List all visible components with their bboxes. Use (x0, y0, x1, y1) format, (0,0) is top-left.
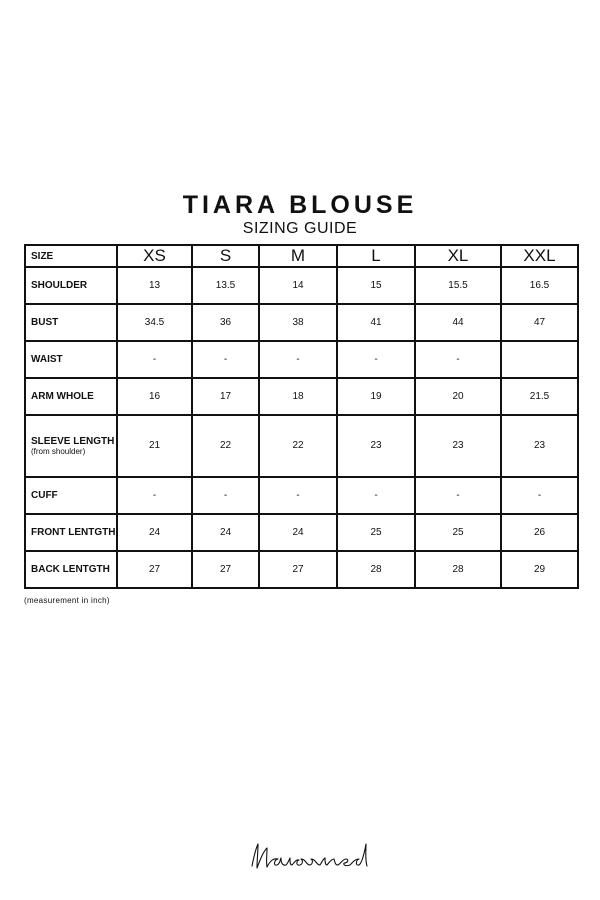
row-label-back-length (25, 551, 117, 588)
size-header-xxl: XXL (501, 245, 578, 267)
table-header-row (25, 245, 578, 267)
row-label-text: BACK LENTGTH (31, 564, 110, 575)
table-cell: 27 (259, 551, 337, 588)
row-label-text: WAIST (31, 353, 63, 365)
table-cell: 24 (192, 514, 259, 551)
table-cell: 27 (117, 551, 192, 588)
row-label-text: FRONT LENTGTH (31, 527, 116, 539)
size-header-s: S (192, 245, 259, 267)
table-row (25, 477, 578, 514)
table-cell: - (337, 477, 415, 514)
row-label-text: CUFF (31, 490, 58, 502)
row-label-front-length (25, 514, 117, 551)
row-label-text: SHOULDER (31, 279, 88, 291)
table-cell: 21 (117, 415, 192, 477)
table-cell: 41 (337, 304, 415, 341)
table-cell: 16 (117, 378, 192, 415)
table-cell: 27 (192, 551, 259, 588)
row-label-note: (from shoulder) (31, 446, 86, 456)
size-header-l: L (337, 245, 415, 267)
table-cell: - (337, 341, 415, 378)
table-row (25, 514, 578, 551)
row-label-cuff (25, 477, 117, 514)
table-cell: - (501, 477, 578, 514)
table-cell: 19 (337, 378, 415, 415)
table-cell: 15.5 (415, 267, 501, 304)
table-row (25, 341, 578, 378)
table-cell: 44 (415, 304, 501, 341)
table-cell: - (117, 341, 192, 378)
table-cell: 36 (192, 304, 259, 341)
table-cell: 34.5 (117, 304, 192, 341)
row-label-text: ARM WHOLE (31, 390, 94, 402)
table-cell: 25 (415, 514, 501, 551)
table-cell: 21.5 (501, 378, 578, 415)
table-cell: 26 (501, 514, 578, 551)
table-cell: 17 (192, 378, 259, 415)
table-cell: - (117, 477, 192, 514)
size-header-xs: XS (117, 245, 192, 267)
table-cell: 16.5 (501, 267, 578, 304)
table-cell (501, 341, 578, 378)
table-cell: 23 (501, 415, 578, 477)
table-cell: 23 (337, 415, 415, 477)
measurement-note: (measurement in inch) (24, 596, 110, 605)
table-cell: 14 (259, 267, 337, 304)
row-label-shoulder (25, 267, 117, 304)
table-cell: 24 (117, 514, 192, 551)
row-label-sleeve-length (25, 415, 117, 477)
table-cell: 22 (192, 415, 259, 477)
table-cell: - (415, 477, 501, 514)
row-label-waist (25, 341, 117, 378)
table-cell: 25 (337, 514, 415, 551)
table-cell: 15 (337, 267, 415, 304)
table-cell: - (192, 477, 259, 514)
sizing-table (24, 244, 579, 589)
table-row (25, 267, 578, 304)
table-cell: - (259, 341, 337, 378)
table-cell: 18 (259, 378, 337, 415)
table-row (25, 378, 578, 415)
row-label-text: BUST (31, 316, 59, 328)
size-header-m: M (259, 245, 337, 267)
table-cell: 29 (501, 551, 578, 588)
table-cell: 13 (117, 267, 192, 304)
page-title: TIARA BLOUSE (182, 191, 418, 219)
table-cell: 23 (415, 415, 501, 477)
table-cell: 28 (337, 551, 415, 588)
table-cell: 22 (259, 415, 337, 477)
table-cell: - (415, 341, 501, 378)
table-cell: 28 (415, 551, 501, 588)
table-row (25, 551, 578, 588)
handwritten-signature-logo (248, 838, 372, 872)
row-label-bust (25, 304, 117, 341)
table-cell: 24 (259, 514, 337, 551)
table-cell: 13.5 (192, 267, 259, 304)
table-cell: 47 (501, 304, 578, 341)
size-header-xl: XL (415, 245, 501, 267)
table-cell: - (259, 477, 337, 514)
table-cell: 38 (259, 304, 337, 341)
table-cell: - (192, 341, 259, 378)
table-row (25, 415, 578, 477)
table-cell: 20 (415, 378, 501, 415)
row-label-arm-whole (25, 378, 117, 415)
row-label-text: SLEEVE LENGTH (31, 435, 115, 447)
table-row (25, 304, 578, 341)
page-subtitle: SIZING GUIDE (242, 220, 358, 237)
size-header-label: SIZE (25, 245, 117, 267)
